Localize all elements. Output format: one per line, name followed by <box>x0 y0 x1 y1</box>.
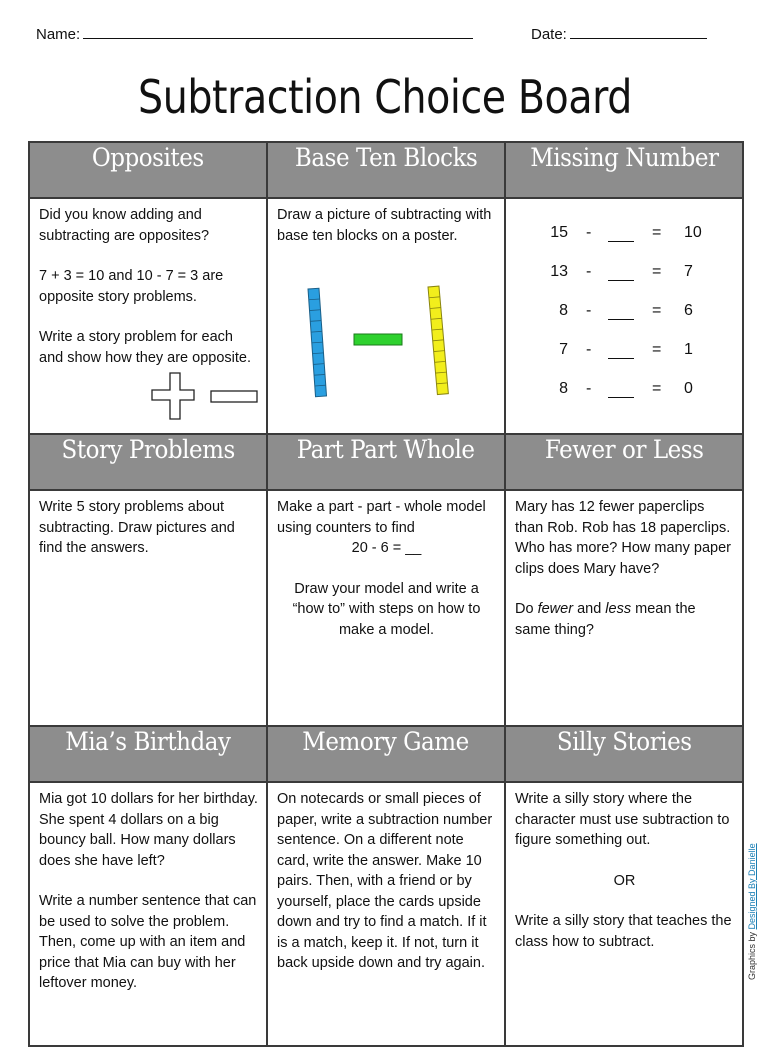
answer-blank <box>608 223 634 242</box>
equation-row: 8 - = 0 <box>559 380 693 397</box>
cell-text: Make a part - part - whole model using counters to find <box>277 499 486 536</box>
heading-mias-birthday: Mia’s Birthday <box>29 726 267 782</box>
cell-base-ten-blocks <box>267 198 505 434</box>
yellow-ten-rod <box>428 286 448 395</box>
page-title: Subtraction Choice Board <box>138 70 632 124</box>
name-field <box>36 26 473 43</box>
equation-row: 13 - = 7 <box>550 263 693 280</box>
plus-minus-illustration <box>148 371 260 423</box>
graphics-credit: Graphics by Designed By Danielle <box>747 843 757 980</box>
equation-row: 15 - = 10 <box>550 224 702 241</box>
cell-text: Mary has 12 fewer paperclips than Rob. Rob has 18 paperclips. Who has more? How many paper clips does Mary have? <box>515 499 731 577</box>
cell-text: On notecards or small pieces of paper, write a subtraction number sentence. On a different note card, write the answer. Make 10 pairs. Then, with a friend or by yourself, place the cards upside down and try to find a match. If it is a match, keep it. If not, turn it back upside down and try again. <box>277 791 493 971</box>
heading-fewer-or-less: Fewer or Less <box>505 434 743 490</box>
equation-row: 8 - = 6 <box>559 302 693 319</box>
cell-opposites <box>29 198 267 434</box>
green-minus-bar <box>354 334 402 345</box>
heading-opposites: Opposites <box>29 142 267 198</box>
heading-part-part-whole: Part Part Whole <box>267 434 505 490</box>
base-ten-blocks-illustration <box>268 283 504 403</box>
cell-equation: 20 - 6 = __ <box>351 540 422 556</box>
cell-text: Draw a picture of subtracting with base ten blocks on a poster. <box>277 207 492 244</box>
name-blank-line <box>83 37 473 39</box>
cell-text: Did you know adding and subtracting are opposites? <box>39 207 210 244</box>
date-blank-line <box>570 37 707 39</box>
plus-sign-outline <box>152 373 194 419</box>
heading-missing-number: Missing Number <box>505 142 743 198</box>
cell-story-problems <box>29 490 267 726</box>
cell-text: Write 5 story problems about subtracting. Draw pictures and find the answers. <box>39 499 235 556</box>
cell-question: Do fewer and less mean the same thing? <box>515 601 696 638</box>
answer-blank <box>608 262 634 281</box>
cell-part-part-whole <box>267 490 505 726</box>
name-label: Name: <box>36 26 81 43</box>
heading-memory-game: Memory Game <box>267 726 505 782</box>
cell-text: Write a number sentence that can be used to solve the problem. Then, come up with an item and price that Mia can buy with her leftover money. <box>39 893 257 991</box>
heading-silly-stories: Silly Stories <box>505 726 743 782</box>
answer-blank <box>608 301 634 320</box>
cell-text: Write a silly story that teaches the class how to subtract. <box>515 913 732 950</box>
answer-blank <box>608 340 634 359</box>
cell-text: 7 + 3 = 10 and 10 - 7 = 3 are opposite story problems. <box>39 268 224 305</box>
heading-story-problems: Story Problems <box>29 434 267 490</box>
cell-text: Mia got 10 dollars for her birthday. She spent 4 dollars on a big bouncy ball. How many dollars does she have left? <box>39 791 258 869</box>
credit-link[interactable]: Designed By Danielle <box>747 843 757 930</box>
cell-or: OR <box>613 872 636 889</box>
blue-ten-rod <box>308 288 327 397</box>
date-field <box>531 26 707 43</box>
equation-row: 7 - = 1 <box>559 341 693 358</box>
minus-sign-outline <box>211 391 257 402</box>
choice-board <box>28 141 744 1047</box>
cell-mias-birthday <box>29 782 267 1046</box>
cell-text: Write a story problem for each and show how they are opposite. <box>39 329 251 366</box>
cell-text: Draw your model and write a “how to” with steps on how to make a model. <box>292 580 481 638</box>
answer-blank <box>608 379 634 398</box>
cell-silly-stories <box>505 782 743 1046</box>
heading-base-ten-blocks: Base Ten Blocks <box>267 142 505 198</box>
missing-number-equations <box>506 221 742 416</box>
cell-text: Write a silly story where the character must use subtraction to figure something out. <box>515 791 730 848</box>
cell-fewer-or-less <box>505 490 743 726</box>
cell-missing-number <box>505 198 743 434</box>
date-label: Date: <box>531 26 567 43</box>
cell-memory-game <box>267 782 505 1046</box>
